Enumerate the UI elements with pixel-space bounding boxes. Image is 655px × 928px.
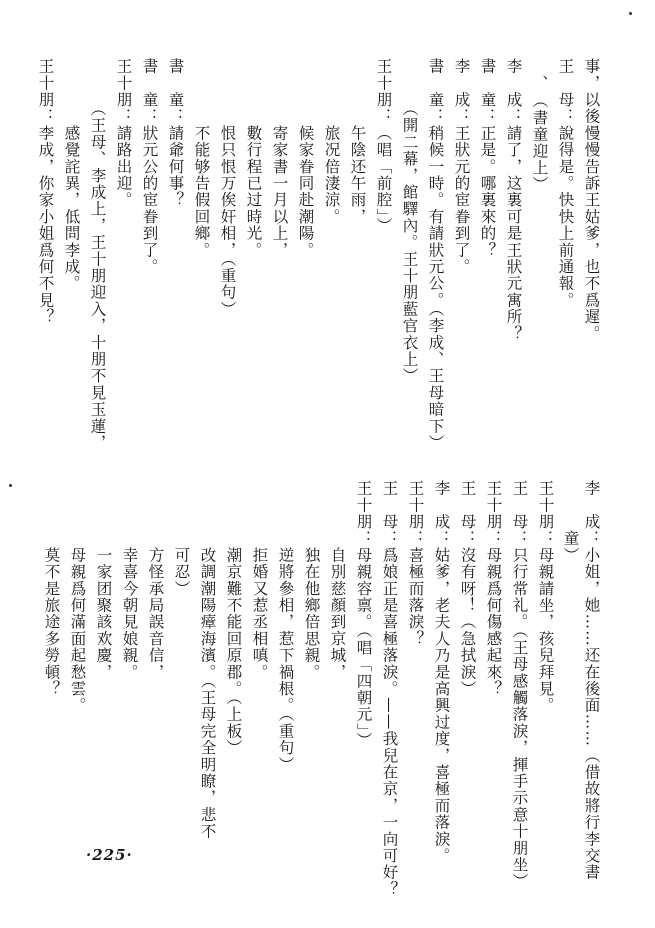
stage-direction: 感覺詫異，低問李成。 [62,58,81,292]
text-column: 王十朋：請路出迎。 [114,58,133,209]
text-column: 王 母：只行常礼。（王母感觸落淚，揮手示意十朋坐） [510,480,529,890]
lyric-line: 潮京難不能回原郡。（上板） [224,480,243,757]
text-column: 李 成：王狀元的宦眷到了。 [452,58,471,276]
lyric-line: 自別慈顏到京城， [328,480,347,681]
lyric-line: 旅况倍淒涼。 [322,58,341,225]
page-number: ·225· [86,846,133,864]
text-column: 王十朋：母親容禀。（唱「四朝元」） [354,480,373,749]
text-column: 書 童：正是。哪裏來的？ [478,58,497,259]
lyric-line: 莫不是旅途多勞頓？ [42,480,61,698]
text-column: 書 童：稍候一時。有請狀元公。（李成、王母暗下） [426,58,445,452]
text-column: 王 母：沒有呀！（急拭淚） [458,480,477,698]
text-column: 王 母：爲娘正是喜極落淚。——我兒在京，一向可好？ [380,480,399,898]
text-column: 王十朋：李成，你家小姐爲何不見？ [36,58,55,326]
lyric-line: 改調潮陽瘴海濱。（王母完全明瞭，悲不 [198,480,217,840]
lyric-line: 午陰还午雨， [348,58,367,225]
text-column: 事，以後慢慢告訴王姑爹，也不爲遲。 [582,58,601,342]
text-column: 李 成：小姐，她……还在後面……（借故將行李交書 [582,480,601,881]
lyric-line: 独在他鄉倍思親。 [302,480,321,681]
lyric-line: 數行程已过時光。 [244,58,263,259]
text-column: 王十朋：喜極而落淚？ [406,480,425,647]
text-column: 童） [561,480,580,564]
lyric-line: 候家眷同赴潮陽。 [296,58,315,259]
lyric-line: 方怪承局誤音信， [146,480,165,681]
text-column: 王十朋：母親請坐，孩兒拜見。 [536,480,555,714]
text-column: 王十朋：母親爲何傷感起來？ [484,480,503,698]
lyric-line: 母親爲何滿面起愁雲。 [68,480,87,714]
lyric-line: 一家团聚該欢慶， [94,480,113,681]
text-column: 李 成：姑爹，老夫人乃是高興过度，喜極而落淚。 [432,480,451,865]
text-column: 王 母：說得是。快快上前通報。 [556,58,575,309]
text-column: 書 童：請爺何事？ [166,58,185,209]
lyric-line: 幸喜今朝見娘親。 [120,480,139,681]
text-column: 書 童：狀元公的宦眷到了。 [140,58,159,276]
lyric-line: 可忍） [172,480,191,597]
text-column: 王十朋：（唱「前腔」） [374,58,393,234]
stage-direction: （王母、李成上，王十朋迎入，十朋不見玉蓮， [88,58,107,452]
scan-speck [9,484,12,487]
lyric-line: 拒婚又惹丞相嗔。 [250,480,269,681]
lyric-line: 不能够告假回鄉。 [192,58,211,259]
lyric-line: 恨只恨万俟奸相，（重句） [218,58,237,318]
scan-speck [629,12,632,15]
stage-direction: 、 （書童迎上） [530,58,549,193]
stage-direction: （開二幕，館驛內。王十朋藍官衣上） [400,58,419,385]
lyric-line: 逆將參相，惹下禍根。（重句） [276,480,295,773]
lyric-line: 寄家書一月以上， [270,58,289,259]
text-column: 李 成：請了，这裏可是王狀元寓所？ [504,58,523,342]
